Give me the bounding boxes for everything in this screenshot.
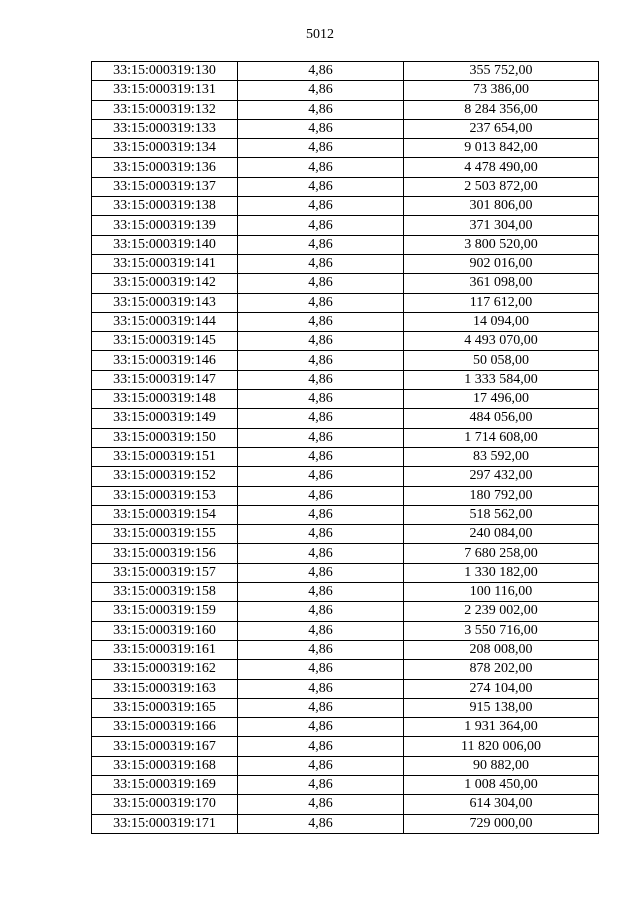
table-row: [92, 62, 599, 81]
table-row: [92, 274, 599, 293]
cadastral-number-cell: 33:15:000319:158: [92, 583, 238, 602]
rate-cell: 4,86: [238, 81, 404, 100]
rate-cell: 4,86: [238, 100, 404, 119]
rate-cell: 4,86: [238, 660, 404, 679]
cadastral-number-cell: 33:15:000319:130: [92, 62, 238, 81]
table-row: [92, 525, 599, 544]
cadastral-number-cell: 33:15:000319:168: [92, 756, 238, 775]
table-row: [92, 814, 599, 833]
cadastral-number-cell: 33:15:000319:151: [92, 447, 238, 466]
cadastral-number-cell: 33:15:000319:166: [92, 718, 238, 737]
rate-cell: 4,86: [238, 177, 404, 196]
rate-cell: 4,86: [238, 351, 404, 370]
rate-cell: 4,86: [238, 525, 404, 544]
cadastral-number-cell: 33:15:000319:152: [92, 467, 238, 486]
rate-cell: 4,86: [238, 216, 404, 235]
value-cell: 9 013 842,00: [404, 139, 599, 158]
table-row: [92, 370, 599, 389]
value-cell: 90 882,00: [404, 756, 599, 775]
table-row: [92, 621, 599, 640]
value-cell: 4 478 490,00: [404, 158, 599, 177]
rate-cell: 4,86: [238, 235, 404, 254]
table-row: [92, 563, 599, 582]
table-row: [92, 332, 599, 351]
rate-cell: 4,86: [238, 119, 404, 138]
cadastral-number-cell: 33:15:000319:133: [92, 119, 238, 138]
value-cell: 1 333 584,00: [404, 370, 599, 389]
rate-cell: 4,86: [238, 312, 404, 331]
page-number: 5012: [306, 27, 334, 42]
rate-cell: 4,86: [238, 679, 404, 698]
cadastral-number-cell: 33:15:000319:170: [92, 795, 238, 814]
cadastral-number-cell: 33:15:000319:146: [92, 351, 238, 370]
value-cell: 1 714 608,00: [404, 428, 599, 447]
table-row: [92, 544, 599, 563]
cadastral-number-cell: 33:15:000319:163: [92, 679, 238, 698]
cadastral-number-cell: 33:15:000319:132: [92, 100, 238, 119]
cadastral-number-cell: 33:15:000319:140: [92, 235, 238, 254]
value-cell: 1 330 182,00: [404, 563, 599, 582]
value-cell: 361 098,00: [404, 274, 599, 293]
cadastral-number-cell: 33:15:000319:136: [92, 158, 238, 177]
cadastral-number-cell: 33:15:000319:161: [92, 640, 238, 659]
value-cell: 518 562,00: [404, 505, 599, 524]
value-cell: 484 056,00: [404, 409, 599, 428]
cadastral-number-cell: 33:15:000319:149: [92, 409, 238, 428]
table-row: [92, 447, 599, 466]
value-cell: 237 654,00: [404, 119, 599, 138]
value-cell: 240 084,00: [404, 525, 599, 544]
cadastral-number-cell: 33:15:000319:145: [92, 332, 238, 351]
table-row: [92, 409, 599, 428]
value-cell: 14 094,00: [404, 312, 599, 331]
value-cell: 297 432,00: [404, 467, 599, 486]
table-row: [92, 312, 599, 331]
rate-cell: 4,86: [238, 718, 404, 737]
value-cell: 915 138,00: [404, 698, 599, 717]
cadastral-number-cell: 33:15:000319:134: [92, 139, 238, 158]
cadastral-number-cell: 33:15:000319:142: [92, 274, 238, 293]
table-row: [92, 602, 599, 621]
rate-cell: 4,86: [238, 428, 404, 447]
cadastral-number-cell: 33:15:000319:171: [92, 814, 238, 833]
value-cell: 902 016,00: [404, 254, 599, 273]
rate-cell: 4,86: [238, 563, 404, 582]
table-row: [92, 679, 599, 698]
cadastral-number-cell: 33:15:000319:162: [92, 660, 238, 679]
table-row: [92, 119, 599, 138]
value-cell: 371 304,00: [404, 216, 599, 235]
cadastral-number-cell: 33:15:000319:143: [92, 293, 238, 312]
cadastral-number-cell: 33:15:000319:141: [92, 254, 238, 273]
value-cell: 83 592,00: [404, 447, 599, 466]
value-cell: 180 792,00: [404, 486, 599, 505]
rate-cell: 4,86: [238, 505, 404, 524]
cadastral-number-cell: 33:15:000319:154: [92, 505, 238, 524]
rate-cell: 4,86: [238, 583, 404, 602]
table-row: [92, 486, 599, 505]
table-row: [92, 254, 599, 273]
rate-cell: 4,86: [238, 139, 404, 158]
table-row: [92, 583, 599, 602]
rate-cell: 4,86: [238, 447, 404, 466]
value-cell: 50 058,00: [404, 351, 599, 370]
table-row: [92, 718, 599, 737]
table-row: [92, 197, 599, 216]
value-cell: 4 493 070,00: [404, 332, 599, 351]
rate-cell: 4,86: [238, 602, 404, 621]
value-cell: 2 239 002,00: [404, 602, 599, 621]
cadastral-number-cell: 33:15:000319:156: [92, 544, 238, 563]
cadastral-number-cell: 33:15:000319:155: [92, 525, 238, 544]
cadastral-number-cell: 33:15:000319:144: [92, 312, 238, 331]
table-row: [92, 505, 599, 524]
value-cell: 11 820 006,00: [404, 737, 599, 756]
rate-cell: 4,86: [238, 467, 404, 486]
rate-cell: 4,86: [238, 62, 404, 81]
rate-cell: 4,86: [238, 370, 404, 389]
cadastral-number-cell: 33:15:000319:160: [92, 621, 238, 640]
rate-cell: 4,86: [238, 274, 404, 293]
rate-cell: 4,86: [238, 621, 404, 640]
table-row: [92, 293, 599, 312]
value-cell: 73 386,00: [404, 81, 599, 100]
cadastral-number-cell: 33:15:000319:169: [92, 775, 238, 794]
table-row: [92, 100, 599, 119]
table-row: [92, 660, 599, 679]
rate-cell: 4,86: [238, 640, 404, 659]
rate-cell: 4,86: [238, 254, 404, 273]
rate-cell: 4,86: [238, 756, 404, 775]
table-row: [92, 795, 599, 814]
rate-cell: 4,86: [238, 698, 404, 717]
value-cell: 100 116,00: [404, 583, 599, 602]
table-row: [92, 81, 599, 100]
value-cell: 2 503 872,00: [404, 177, 599, 196]
table-row: [92, 235, 599, 254]
value-cell: 301 806,00: [404, 197, 599, 216]
cadastral-number-cell: 33:15:000319:137: [92, 177, 238, 196]
value-cell: 8 284 356,00: [404, 100, 599, 119]
rate-cell: 4,86: [238, 737, 404, 756]
cadastral-number-cell: 33:15:000319:157: [92, 563, 238, 582]
rate-cell: 4,86: [238, 544, 404, 563]
value-cell: 17 496,00: [404, 390, 599, 409]
rate-cell: 4,86: [238, 814, 404, 833]
cadastral-number-cell: 33:15:000319:165: [92, 698, 238, 717]
value-cell: 355 752,00: [404, 62, 599, 81]
cadastral-number-cell: 33:15:000319:148: [92, 390, 238, 409]
table-row: [92, 775, 599, 794]
rate-cell: 4,86: [238, 486, 404, 505]
cadastral-number-cell: 33:15:000319:139: [92, 216, 238, 235]
table-row: [92, 467, 599, 486]
value-cell: 274 104,00: [404, 679, 599, 698]
value-cell: 614 304,00: [404, 795, 599, 814]
rate-cell: 4,86: [238, 409, 404, 428]
table-row: [92, 158, 599, 177]
cadastral-table: [91, 61, 599, 834]
cadastral-table-body: [92, 62, 599, 834]
table-row: [92, 139, 599, 158]
table-row: [92, 428, 599, 447]
cadastral-number-cell: 33:15:000319:150: [92, 428, 238, 447]
rate-cell: 4,86: [238, 293, 404, 312]
table-row: [92, 756, 599, 775]
table-row: [92, 177, 599, 196]
value-cell: 208 008,00: [404, 640, 599, 659]
rate-cell: 4,86: [238, 390, 404, 409]
cadastral-number-cell: 33:15:000319:131: [92, 81, 238, 100]
table-row: [92, 640, 599, 659]
table-row: [92, 737, 599, 756]
rate-cell: 4,86: [238, 332, 404, 351]
cadastral-number-cell: 33:15:000319:159: [92, 602, 238, 621]
rate-cell: 4,86: [238, 775, 404, 794]
rate-cell: 4,86: [238, 197, 404, 216]
cadastral-number-cell: 33:15:000319:138: [92, 197, 238, 216]
table-row: [92, 351, 599, 370]
value-cell: 117 612,00: [404, 293, 599, 312]
value-cell: 1 008 450,00: [404, 775, 599, 794]
value-cell: 1 931 364,00: [404, 718, 599, 737]
table-row: [92, 698, 599, 717]
value-cell: 3 800 520,00: [404, 235, 599, 254]
value-cell: 7 680 258,00: [404, 544, 599, 563]
cadastral-number-cell: 33:15:000319:153: [92, 486, 238, 505]
rate-cell: 4,86: [238, 158, 404, 177]
rate-cell: 4,86: [238, 795, 404, 814]
table-row: [92, 390, 599, 409]
value-cell: 729 000,00: [404, 814, 599, 833]
value-cell: 3 550 716,00: [404, 621, 599, 640]
value-cell: 878 202,00: [404, 660, 599, 679]
cadastral-number-cell: 33:15:000319:167: [92, 737, 238, 756]
table-row: [92, 216, 599, 235]
cadastral-number-cell: 33:15:000319:147: [92, 370, 238, 389]
